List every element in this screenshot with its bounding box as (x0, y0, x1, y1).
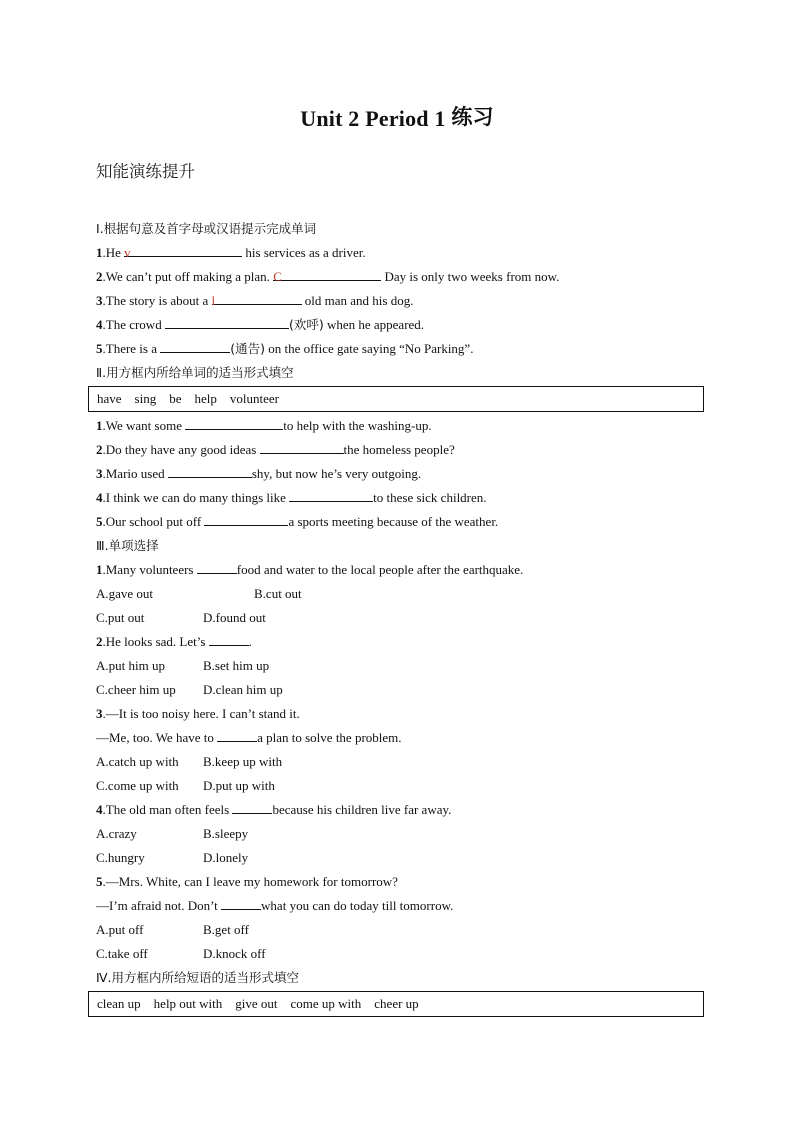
section-2-heading: Ⅱ.用方框内所给单词的适当形式填空 (96, 365, 294, 380)
s2-question-4: 4.I think we can do many things like to these sick children. (96, 490, 487, 505)
s3-question-2: 2.He looks sad. Let’s . (96, 634, 252, 649)
answer-blank[interactable] (221, 897, 261, 910)
s3-q4-option-a[interactable]: A.crazy (96, 826, 137, 841)
s3-q3-option-c[interactable]: C.come up with (96, 778, 179, 793)
s3-question-1: 1.Many volunteers food and water to the local people after the earthquake. (96, 562, 524, 577)
s3-q5-option-a[interactable]: A.put off (96, 922, 144, 937)
answer-blank[interactable] (168, 465, 252, 478)
s1-question-2: 2.We can’t put off making a plan. C Day is only two weeks from now. (96, 269, 560, 284)
word-box: have sing be help volunteer (88, 386, 704, 412)
answer-blank[interactable] (197, 561, 237, 574)
s3-q3-option-d[interactable]: D.put up with (203, 778, 275, 793)
answer-blank[interactable] (289, 489, 373, 502)
s3-question-5-line2: —I’m afraid not. Don’t what you can do today till tomorrow. (96, 898, 454, 913)
answer-blank[interactable] (185, 417, 283, 430)
s3-q1-option-c[interactable]: C.put out (96, 610, 145, 625)
answer-blank[interactable] (165, 316, 289, 329)
s3-q1-option-d[interactable]: D.found out (203, 610, 266, 625)
answer-blank[interactable]: C (273, 268, 381, 281)
answer-blank[interactable] (160, 340, 230, 353)
answer-blank[interactable] (232, 801, 272, 814)
s3-q2-option-c[interactable]: C.cheer him up (96, 682, 176, 697)
s3-q1-option-b[interactable]: B.cut out (254, 586, 302, 601)
s1-question-1: 1.He v his services as a driver. (96, 245, 366, 260)
answer-blank[interactable]: v (124, 244, 242, 257)
title-en: Unit 2 Period 1 (300, 106, 452, 131)
s3-question-4: 4.The old man often feels because his children live far away. (96, 802, 452, 817)
title-cn: 练习 (451, 105, 494, 129)
s3-q2-option-b[interactable]: B.set him up (203, 658, 270, 673)
answer-blank[interactable]: l (212, 292, 302, 305)
s3-q4-option-d[interactable]: D.lonely (203, 850, 249, 865)
section-4-heading: Ⅳ.用方框内所给短语的适当形式填空 (96, 970, 300, 985)
s3-q4-option-b[interactable]: B.sleepy (203, 826, 249, 841)
s3-q2-option-d[interactable]: D.clean him up (203, 682, 283, 697)
s3-q3-option-a[interactable]: A.catch up with (96, 754, 179, 769)
s2-question-2: 2.Do they have any good ideas the homeless people? (96, 442, 455, 457)
section-1-heading: Ⅰ.根据句意及首字母或汉语提示完成单词 (96, 221, 317, 236)
s2-question-5: 5.Our school put off a sports meeting because of the weather. (96, 514, 499, 529)
s3-question-3-line2: —Me, too. We have to a plan to solve the problem. (96, 730, 402, 745)
phrase-box: clean up help out with give out come up with cheer up (88, 991, 704, 1017)
page-subtitle: 知能演练提升 (96, 162, 195, 181)
s1-question-5: 5.There is a (通告) on the office gate saying “No Parking”. (96, 341, 474, 356)
s3-q5-option-c[interactable]: C.take off (96, 946, 148, 961)
s3-q4-option-c[interactable]: C.hungry (96, 850, 145, 865)
s3-q3-option-b[interactable]: B.keep up with (203, 754, 283, 769)
s1-question-4: 4.The crowd (欢呼) when he appeared. (96, 317, 425, 332)
s2-question-3: 3.Mario used shy, but now he’s very outgoing. (96, 466, 422, 481)
s2-question-1: 1.We want some to help with the washing-up. (96, 418, 432, 433)
page-title (0, 103, 794, 133)
s3-q1-option-a[interactable]: A.gave out (96, 586, 154, 601)
s3-question-5: 5.—Mrs. White, can I leave my homework for tomorrow? (96, 874, 398, 889)
answer-blank[interactable] (209, 633, 249, 646)
answer-blank[interactable] (260, 441, 344, 454)
s3-q2-option-a[interactable]: A.put him up (96, 658, 165, 673)
section-3-heading: Ⅲ.单项选择 (96, 538, 159, 553)
s3-q5-option-d[interactable]: D.knock off (203, 946, 266, 961)
answer-blank[interactable] (204, 513, 288, 526)
answer-blank[interactable] (217, 729, 257, 742)
s1-question-3: 3.The story is about a l old man and his dog. (96, 293, 414, 308)
s3-question-3: 3.—It is too noisy here. I can’t stand it. (96, 706, 300, 721)
s3-q5-option-b[interactable]: B.get off (203, 922, 249, 937)
